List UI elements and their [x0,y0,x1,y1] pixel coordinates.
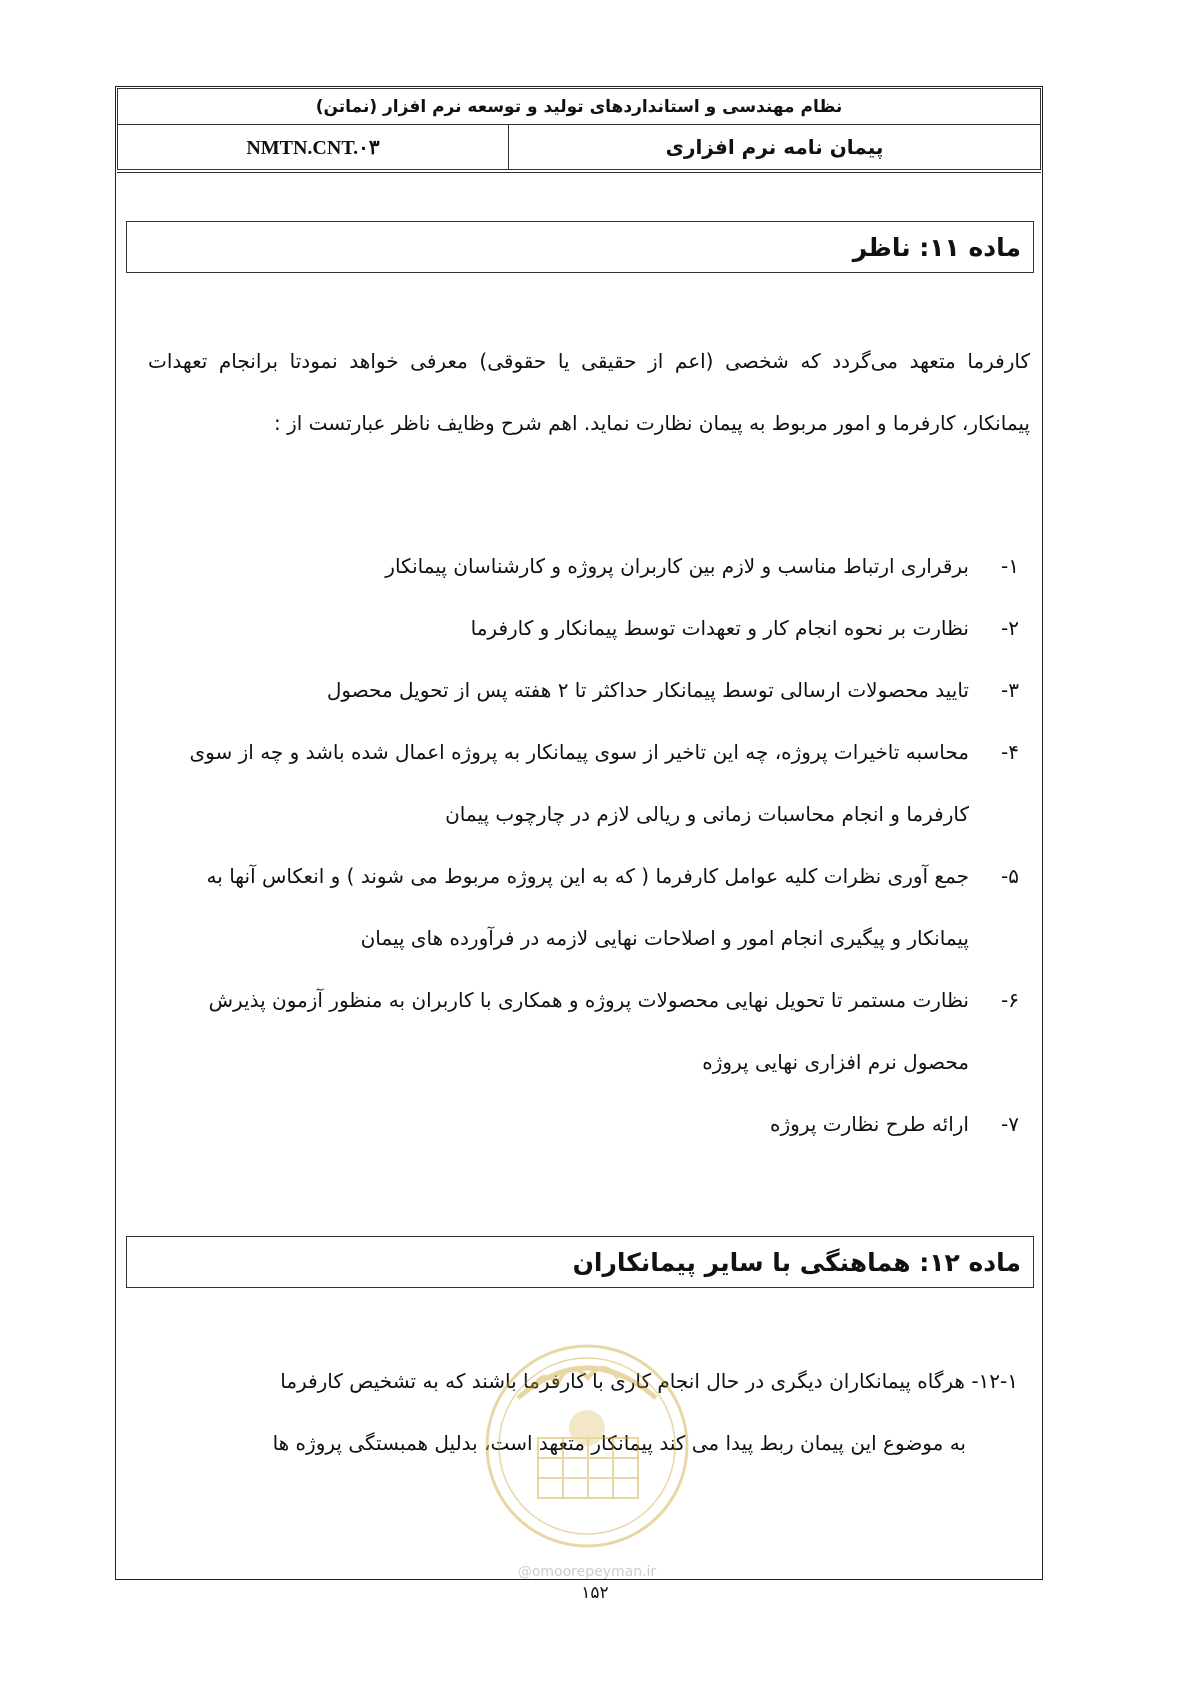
duties-list [185,535,1027,1155]
document-code: NMTN.CNT.۰۳ [118,125,509,169]
header-row [117,125,1041,170]
list-item [185,721,1027,845]
list-item-text: ارائه طرح نظارت پروژه [770,1112,969,1136]
list-item-text: نظارت مستمر تا تحویل نهایی محصولات پروژه و همکاری با کاربران به منظور آزمون پذیرش محصول نرم افزاری نهایی پروژه [208,988,969,1074]
list-item-number: ۷- [1001,1112,1019,1136]
list-item [185,1093,1027,1155]
list-item-number: ۶- [1001,988,1019,1012]
paragraph-line: ۱۲-۱- هرگاه پیمانکاران دیگری در حال انجام کاری با کارفرما باشند که به تشخیص کارفرما [280,1369,1018,1393]
list-item-number: ۵- [1001,864,1019,888]
list-item-number: ۴- [1001,740,1019,764]
list-item-number: ۲- [1001,616,1019,640]
list-item-text: تایید محصولات ارسالی توسط پیمانکار حداکثر تا ۲ هفته پس از تحویل محصول [326,678,969,702]
list-item [185,597,1027,659]
page-number: ۱۵۲ [581,1583,609,1603]
paragraph-line: به موضوع این پیمان ربط پیدا می کند پیمانکار متعهد است، بدلیل همبستگی پروژه ها [272,1431,966,1455]
section-12-paragraph [200,1350,1018,1474]
standard-title: نظام مهندسی و استانداردهای تولید و توسعه نرم افزار (نماتن) [117,88,1041,125]
section-12-heading: ماده ۱۲: هماهنگی با سایر پیمانکاران [126,1236,1034,1288]
list-item-text: برقراری ارتباط مناسب و لازم بین کاربران پروژه و کارشناسان پیمانکار [385,554,969,578]
section-11-paragraph: کارفرما متعهد می‌گردد که شخصی (اعم از حقیقی یا حقوقی) معرفی خواهد نمودتا برانجام تعهدات پیمانکار، کارفرما و امور مربوط به پیمان نظارت نماید. اهم شرح وظایف ناظر عبارتست از : [148,349,1030,435]
watermark-url: @omoorepeyman.ir [517,1564,657,1580]
document-title: پیمان نامه نرم افزاری [665,135,884,159]
list-item-number: ۱- [1001,554,1019,578]
list-item-text: محاسبه تاخیرات پروژه، چه این تاخیر از سوی پیمانکار به پروژه اعمال شده باشد و چه از سوی کارفرما و انجام محاسبات زمانی و ریالی لازم در چارچوب پیمان [189,740,969,826]
list-item [185,659,1027,721]
list-item-number: ۳- [1001,678,1019,702]
list-item [185,969,1027,1093]
list-item [185,845,1027,969]
header-divider [117,172,1041,173]
list-item [185,535,1027,597]
list-item-text: نظارت بر نحوه انجام کار و تعهدات توسط پیمانکار و کارفرما [470,616,969,640]
section-11-heading: ماده ۱۱: ناظر [126,221,1034,273]
list-item-text: جمع آوری نظرات کلیه عوامل کارفرما ( که به این پروژه مربوط می شوند ) و انعکاس آنها به پیمانکار و پیگیری انجام امور و اصلاحات نهایی لازمه در فرآورده های پیمان [206,864,969,950]
